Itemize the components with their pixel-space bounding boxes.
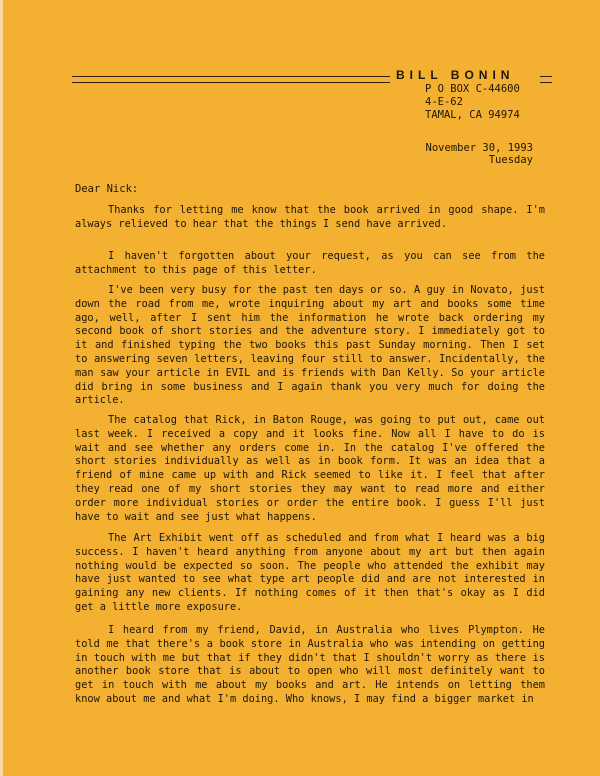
letterhead-rule-top: [72, 76, 390, 77]
letterhead-rule-right-bottom: [540, 82, 552, 83]
sender-name: BILL BONIN: [396, 68, 515, 82]
paragraph-art-exhibit: The Art Exhibit went off as scheduled and from what I heard was a big success. I haven't heard anything from anyone about my art but then again nothing would be expected so soon. The people who attended the exhibit may have just wanted to see what type art people did and are not interested in gaining any new clients. If nothing comes of it then that's okay as I did get a little more exposure.: [75, 532, 545, 613]
letter-date: [413, 142, 533, 166]
sender-address: [425, 83, 520, 122]
date-line: November 30, 1993: [425, 142, 533, 154]
salutation: Dear Nick:: [75, 183, 139, 195]
paragraph-request: I haven't forgotten about your request, as you can see from the attachment to this page of this letter.: [75, 250, 545, 276]
weekday-line: Tuesday: [488, 154, 533, 166]
letterhead-rule-right-top: [540, 76, 552, 77]
letterhead-rule-bottom: [72, 82, 390, 83]
paragraph-busy: I've been very busy for the past ten days or so. A guy in Novato, just down the road from me, wrote inquiring about my art and books some time ago, well, after I sent him the information he wrote back ordering my second book of short stories and the adventure story. I immediately got to it and finished typing the two books this past Sunday morning. Then I set to answering seven letters, leaving four still to answer. Incidentally, the man saw your article in EVIL and is friends with Dan Kelly. So your article did bring in some business and I again thank you very much for doing the article.: [75, 284, 545, 407]
paper-edge: [0, 0, 3, 776]
paragraph-catalog: The catalog that Rick, in Baton Rouge, was going to put out, came out last week. I received a copy and it looks fine. Now all I have to do is wait and see whether any orders come in. In the catalog I've offered the short stories individually as well as in book form. It was an idea that a friend of mine came up with and Rick seemed to like it. I feel that after they read one of my short stories they may want to read more and either order more individual stories or order the entire book. I guess I'll just have to wait and see just what happens.: [75, 414, 545, 523]
paragraph-book-arrived: Thanks for letting me know that the book arrived in good shape. I'm always relieved to hear that the things I send have arrived.: [75, 204, 545, 230]
address-line: P O BOX C-44600: [425, 83, 520, 95]
address-line: TAMAL, CA 94974: [425, 109, 520, 121]
paragraph-australia: I heard from my friend, David, in Australia who lives Plympton. He told me that there's a book store in Australia who was intending on getting in touch with me but that if they didn't that I shouldn't worry as there is another book store that is about to open who will most definitely want to get in touch with me about my books and art. He intends on letting them know about me and what I'm doing. Who knows, I may find a bigger market in: [75, 624, 545, 705]
address-line: 4-E-62: [425, 96, 463, 108]
